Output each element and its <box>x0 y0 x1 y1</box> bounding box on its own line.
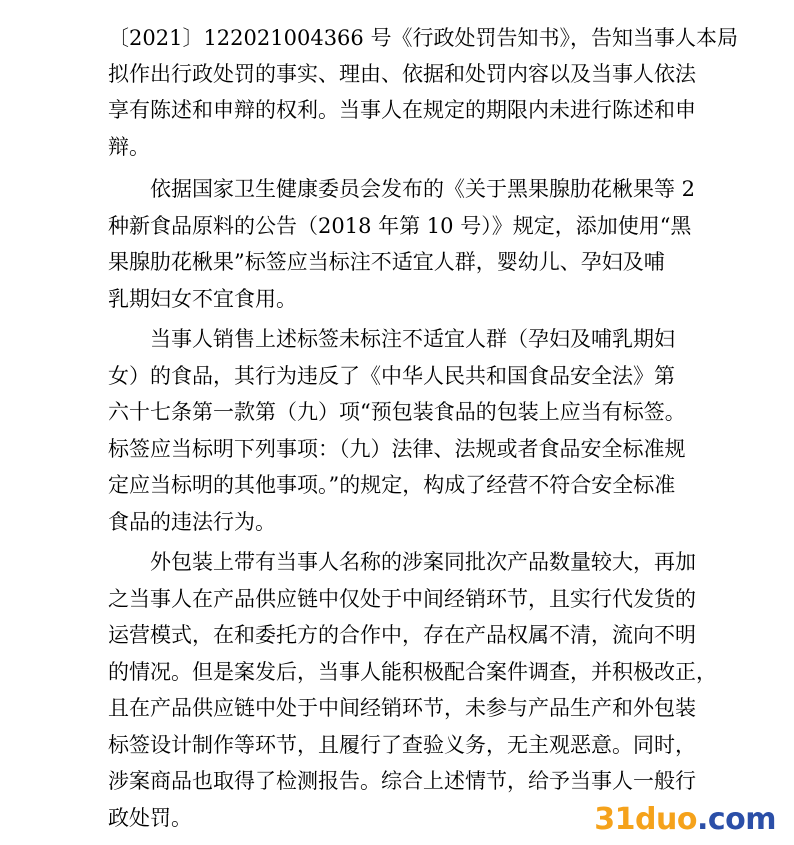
text-line: 果腺肋花楸果”标签应当标注不适宜人群，婴幼儿、孕妇及哺 <box>108 250 665 274</box>
text-line: 六十七条第一款第（九）项“预包装食品的包装上应当有标签。 <box>108 400 686 424</box>
text-line: 之当事人在产品供应链中仅处于中间经销环节，且实行代发货的 <box>108 587 696 611</box>
text-line: 当事人销售上述标签未标注不适宜人群（孕妇及哺乳期妇 <box>150 327 675 351</box>
text-line: 运营模式，在和委托方的合作中，存在产品权属不清，流向不明 <box>108 623 696 647</box>
text-line: 女）的食品，其行为违反了《中华人民共和国食品安全法》第 <box>108 364 675 388</box>
text-line: 外包装上带有当事人名称的涉案同批次产品数量较大，再加 <box>150 550 696 574</box>
text-line: 〔2021〕122021004366 号《行政处罚告知书》，告知当事人本局 <box>108 26 738 50</box>
text-line: 享有陈述和申辩的权利。当事人在规定的期限内未进行陈述和申 <box>108 98 696 122</box>
site-watermark-logo <box>594 801 776 839</box>
text-line: 乳期妇女不宜食用。 <box>108 287 297 311</box>
text-line: 种新食品原料的公告（2018 年第 10 号）》规定，添加使用“黑 <box>108 214 692 238</box>
text-line: 的情况。但是案发后，当事人能积极配合案件调查，并积极改正， <box>108 660 717 684</box>
text-line: 政处罚。 <box>108 806 192 830</box>
text-line: 标签应当标明下列事项：（九）法律、法规或者食品安全标准规 <box>108 437 686 461</box>
text-line: 辩。 <box>108 135 150 159</box>
text-line: 标签设计制作等环节，且履行了查验义务，无主观恶意。同时， <box>108 733 696 757</box>
text-line: 涉案商品也取得了检测报告。综合上述情节，给予当事人一般行 <box>108 769 696 793</box>
watermark-text-primary: 31duo <box>594 802 697 837</box>
text-line: 食品的违法行为。 <box>108 510 276 534</box>
watermark-text-domain: .com <box>696 802 776 837</box>
text-line: 且在产品供应链中处于中间经销环节，未参与产品生产和外包装 <box>108 696 696 720</box>
text-line: 定应当标明的其他事项。”的规定，构成了经营不符合安全标准 <box>108 473 676 497</box>
text-line: 依据国家卫生健康委员会发布的《关于黑果腺肋花楸果等 2 <box>150 177 696 201</box>
text-line: 拟作出行政处罚的事实、理由、依据和处罚内容以及当事人依法 <box>108 62 696 86</box>
